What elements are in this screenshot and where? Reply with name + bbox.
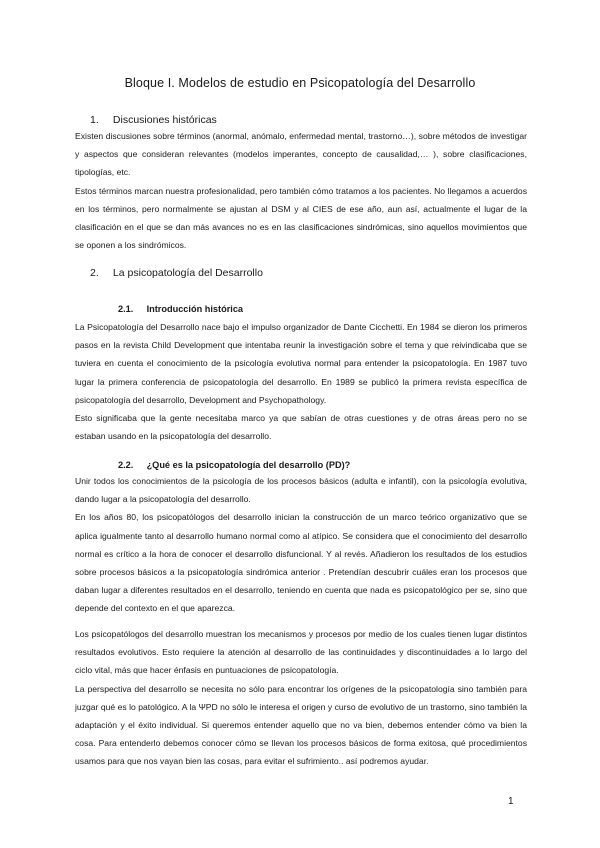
paragraph: La perspectiva del desarrollo se necesita no sólo para encontrar los orígenes de la psicopatología sino también para juzgar qué es lo patológico. A la ΨPD no sólo le interesa el origen y curso de evolutivo de un trastorno, sino también la adaptación y el éxito individual. Si queremos entender aquello que no va bien, debemos entender cómo va bien la cosa. Para entenderlo debemos conocer cómo se llevan los procesos básicos de forma exitosa, qué procedimientos usamos para que nos vayan bien las cosas, para evitar el sufrimiento.. así podremos ayudar. (75, 683, 527, 767)
paragraph: Esto significaba que la gente necesitaba marco ya que sabían de otras cuestiones y de otras áreas pero no se estaban usando en la psicopatología del desarrollo. (75, 413, 527, 442)
subsection-number: 2.2. (118, 460, 134, 470)
section-number: 1. (90, 114, 99, 126)
section-title: Discusiones históricas (112, 114, 217, 126)
subsection-title: ¿Qué es la psicopatología del desarrollo (PD)? (146, 460, 351, 470)
subsection-heading-2-1 (118, 304, 243, 314)
subsection-title: Introducción histórica (146, 304, 244, 314)
section-number: 2. (90, 267, 99, 279)
document-title: Bloque I. Modelos de estudio en Psicopatología del Desarrollo (124, 76, 476, 90)
section-heading-2 (90, 267, 263, 279)
subsection-number: 2.1. (118, 304, 134, 314)
paragraph: Existen discusiones sobre términos (anormal, anómalo, enfermedad mental, trastorno…), sobre métodos de investigar y aspectos que consideran relevantes (modelos imperantes, concepto de causalidad,… ), sobre clasificaciones, tipologías, etc. (75, 131, 527, 178)
section-title: La psicopatología del Desarrollo (112, 267, 263, 279)
paragraph: La Psicopatología del Desarrollo nace bajo el impulso organizador de Dante Cicchetti. En 1984 se dieron los primeros pasos en la revista Child Development que intentaba reunir la investigación sobre el tema y que reivindicaba que se tuviera en cuenta el conocimiento de la psicología evolutiva normal para entender la psicopatología. En 1987 tuvo lugar la primera conferencia de psicopatología del desarrollo. En 1989 se publicó la primera revista específica de psicopatología del desarrollo, Development and Psychopathology. (75, 322, 527, 405)
paragraph: Estos términos marcan nuestra profesionalidad, pero también cómo tratamos a los pacientes. No llegamos a acuerdos en los términos, pero normalmente se ajustan al DSM y al CIES de ese año, aun así, actualmente el lugar de la clasificación en el que se dan más avances no es en las clasificaciones sindrómicas, sino aquellos movimientos que se oponen a los sindrómicos. (75, 185, 527, 251)
paragraph: Unir todos los conocimientos de la psicología de los procesos básicos (adulta e infantil), con la psicología evolutiva, dando lugar a la psicopatología del desarrollo. (75, 476, 527, 505)
subsection-2-1-body (75, 318, 527, 445)
paragraph: Los psicopatólogos del desarrollo muestran los mecanismos y procesos por medio de los cuales tienen lugar distintos resultados evolutivos. Esto requiere la atención al desarrollo de las continuidades y discontinuidades a lo largo del ciclo vital, más que hacer énfasis en puntuaciones de psicopatología. (75, 629, 527, 676)
subsection-heading-2-2 (118, 460, 350, 470)
paragraph: En los años 80, los psicopatólogos del desarrollo inician la construcción de un marco teórico organizativo que se aplica igualmente tanto al desarrollo humano normal como al atípico. Se considera que el conocimiento del desarrollo normal es crítico a la hora de conocer el desarrollo disfuncional. Y al revés. Añadieron los resultados de los estudios sobre procesos básicos a la psicopatología sindrómica anterior . Pretendían descubrir cuáles eran los procesos que daban lugar a diferentes resultados en el desarrollo, teniendo en cuenta que nada es psicopatológico per se, sino que depende del contexto en el que aparezca. (75, 512, 527, 614)
section-1-body (75, 127, 527, 254)
section-heading-1 (90, 114, 217, 126)
subsection-2-2-body-b (75, 625, 527, 771)
page-number: 1 (508, 796, 514, 807)
subsection-2-2-body-a (75, 472, 527, 618)
